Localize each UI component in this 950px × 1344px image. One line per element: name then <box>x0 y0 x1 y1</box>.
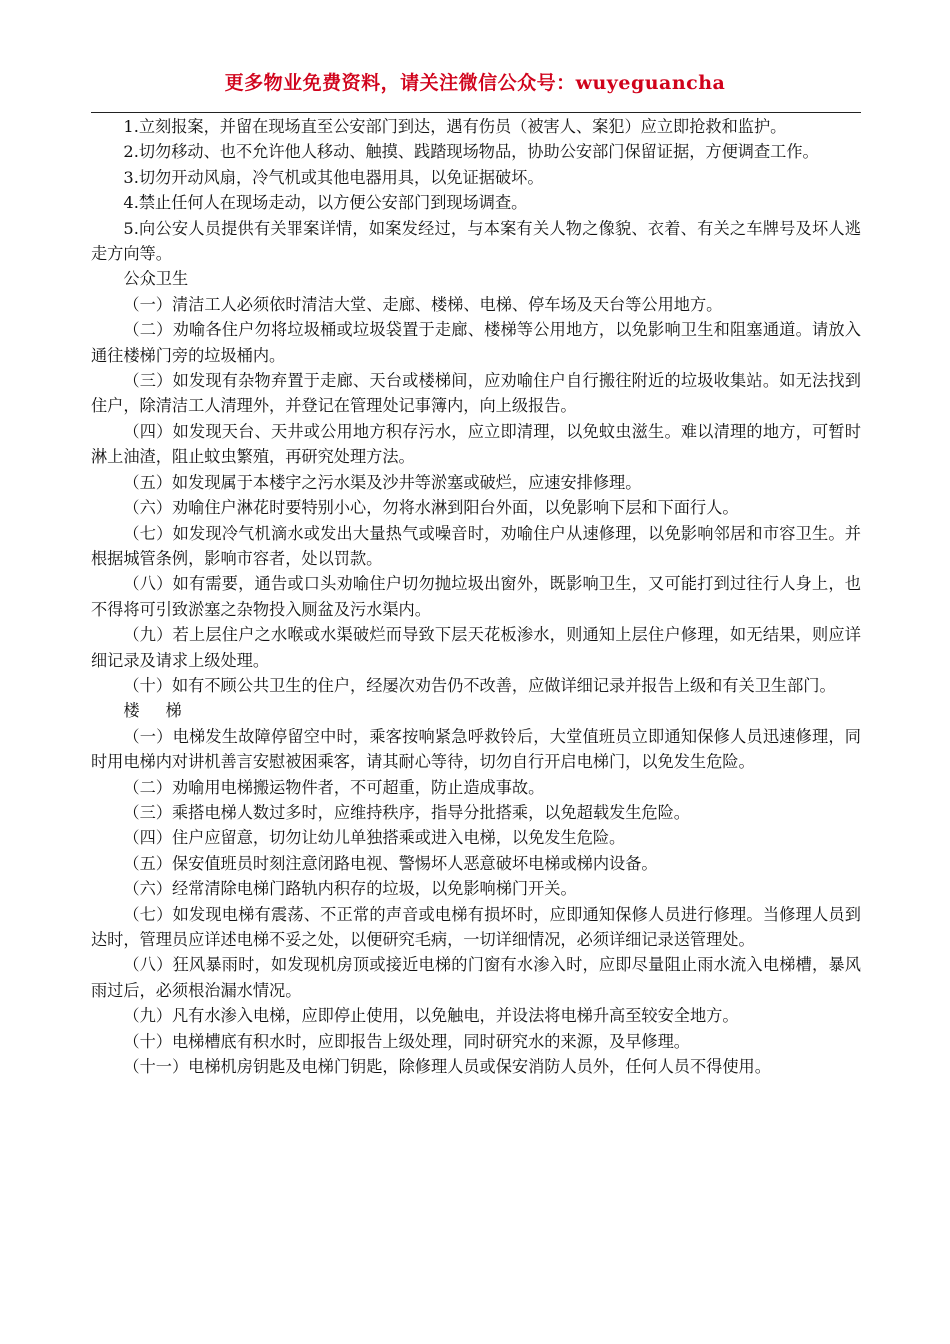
document-body <box>91 114 861 1079</box>
elevator-item: （二）劝喻用电梯搬运物件者，不可超重，防止造成事故。 <box>123 777 545 797</box>
intro-item: 4.禁止任何人在现场走动，以方便公安部门到现场调查。 <box>123 193 528 213</box>
elevator-item: （十一）电梯机房钥匙及电梯门钥匙，除修理人员或保安消防人员外，任何人员不得使用。 <box>123 1057 771 1077</box>
hygiene-item: （一）清洁工人必须依时清洁大堂、走廊、楼梯、电梯、停车场及天台等公用地方。 <box>123 294 723 314</box>
elevator-item: （八）狂风暴雨时，如发现机房顶或接近电梯的门窗有水渗入时，应即尽量阻止雨水流入电梯槽，暴风雨过后，必须根治漏水情况。 <box>91 955 861 1000</box>
hygiene-item: （四）如发现天台、天井或公用地方积存污水，应立即清理，以免蚊虫滋生。难以清理的地方，可暂时淋上油渣，阻止蚊虫繁殖，再研究处理方法。 <box>91 421 861 467</box>
elevator-section <box>91 698 861 1079</box>
elevator-item: （九）凡有水渗入电梯，应即停止使用，以免触电，并设法将电梯升高至较安全地方。 <box>123 1006 739 1026</box>
intro-section <box>91 114 861 266</box>
section-heading-hygiene: 公众卫生 <box>123 269 189 289</box>
hygiene-item: （二）劝喻各住户勿将垃圾桶或垃圾袋置于走廊、楼梯等公用地方，以免影响卫生和阻塞通道。请放入通往楼梯门旁的垃圾桶内。 <box>91 320 861 365</box>
elevator-item: （十）电梯槽底有积水时，应即报告上级处理，同时研究水的来源，及早修理。 <box>123 1031 690 1051</box>
elevator-item: （三）乘搭电梯人数过多时，应维持秩序，指导分批搭乘，以免超载发生危险。 <box>123 802 690 822</box>
section-heading-elevator: 楼梯 <box>123 701 208 721</box>
elevator-item: （四）住户应留意，切勿让幼儿单独搭乘或进入电梯，以免发生危险。 <box>123 828 626 848</box>
intro-item: 3.切勿开动风扇，冷气机或其他电器用具，以免证据破坏。 <box>123 167 544 187</box>
elevator-item: （五）保安值班员时刻注意闭路电视、警惕坏人恶意破坏电梯或梯内设备。 <box>123 853 658 873</box>
header-divider <box>91 112 861 113</box>
hygiene-item: （十）如有不顾公共卫生的住户，经屡次劝告仍不改善，应做详细记录并报告上级和有关卫生部门。 <box>123 675 836 695</box>
hygiene-item: （三）如发现有杂物弃置于走廊、天台或楼梯间，应劝喻住户自行搬往附近的垃圾收集站。如无法找到住户，除清洁工人清理外，并登记在管理处记事簿内，向上级报告。 <box>91 371 861 416</box>
hygiene-item: （六）劝喻住户淋花时要特别小心，勿将水淋到阳台外面，以免影响下层和下面行人。 <box>123 498 739 518</box>
promo-banner: 更多物业免费资料，请关注微信公众号：wuyeguancha <box>224 72 726 94</box>
hygiene-item: （七）如发现冷气机滴水或发出大量热气或噪音时，劝喻住户从速修理，以免影响邻居和市容卫生。并根据城管条例，影响市容者，处以罚款。 <box>91 523 861 568</box>
intro-item: 2.切勿移动、也不允许他人移动、触摸、践踏现场物品，协助公安部门保留证据，方便调查工作。 <box>123 142 819 162</box>
intro-item: 5.向公安人员提供有关罪案详情，如案发经过，与本案有关人物之像貌、衣着、有关之车牌号及坏人逃走方向等。 <box>91 218 861 264</box>
hygiene-item: （八）如有需要，通告或口头劝喻住户切勿抛垃圾出窗外，既影响卫生，又可能打到过往行人身上，也不得将可引致淤塞之杂物投入厕盆及污水渠内。 <box>91 574 861 619</box>
hygiene-item: （五）如发现属于本楼宇之污水渠及沙井等淤塞或破烂，应速安排修理。 <box>123 472 642 492</box>
elevator-item: （六）经常清除电梯门路轨内积存的垃圾，以免影响梯门开关。 <box>123 879 577 899</box>
elevator-item: （一）电梯发生故障停留空中时，乘客按响紧急呼救铃后，大堂值班员立即通知保修人员迅速修理，同时用电梯内对讲机善言安慰被困乘客，请其耐心等待，切勿自行开启电梯门，以免发生危险。 <box>91 726 861 772</box>
hygiene-section <box>91 266 861 698</box>
hygiene-item: （九）若上层住户之水喉或水渠破烂而导致下层天花板渗水，则通知上层住户修理，如无结果，则应详细记录及请求上级处理。 <box>91 625 861 670</box>
intro-item: 1.立刻报案，并留在现场直至公安部门到达，遇有伤员（被害人、案犯）应立即抢救和监护。 <box>123 117 787 136</box>
elevator-item: （七）如发现电梯有震荡、不正常的声音或电梯有损坏时，应即通知保修人员进行修理。当修理人员到达时，管理员应详述电梯不妥之处，以便研究毛病，一切详细情况，必须详细记录送管理处。 <box>91 904 861 949</box>
